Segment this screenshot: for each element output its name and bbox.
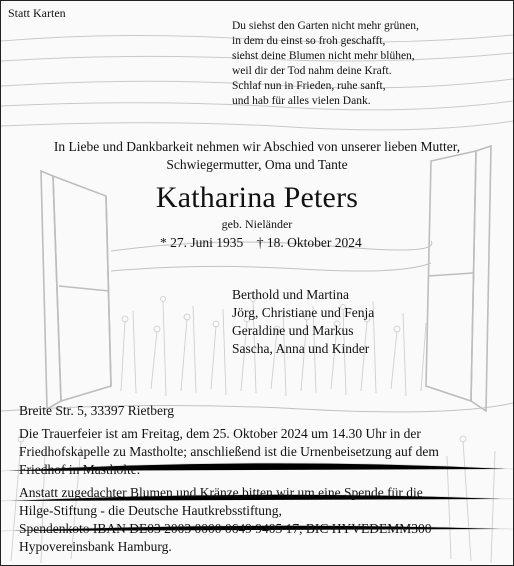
family-address: Breite Str. 5, 33397 Rietberg (19, 403, 174, 418)
donation-line: Anstatt zugedachter Blumen und Kränze bitten wir um eine Spende für die (19, 485, 423, 500)
poem-line: siehst deine Blumen nicht mehr blühen, (232, 50, 415, 62)
mourner-entry: Berthold und Martina (232, 287, 349, 302)
poem-line: weil dir der Tod nahm deine Kraft. (232, 65, 392, 77)
donation-line: Spendenkoto IBAN DE03 2003 0000 0649 9405 17, BIC HYVEDEMM300 (19, 521, 432, 536)
funeral-line: Friedhofskapelle zu Mastholte; anschließend ist die Urnenbeisetzung auf dem (19, 444, 439, 459)
mourner-entry: Sascha, Anna und Kinder (232, 341, 370, 356)
mourner-entry: Geraldine und Markus (232, 323, 354, 338)
poem-line: in dem du einst so froh geschafft, (232, 35, 386, 47)
intro-line-1: In Liebe und Dankbarkeit nehmen wir Abschied von unserer lieben Mutter, (53, 139, 461, 154)
poem-line: Du siehst den Garten nicht mehr grünen, (232, 20, 419, 32)
statt-karten-label: Statt Karten (8, 6, 66, 20)
mourner-entry: Jörg, Christiane und Fenja (232, 305, 375, 320)
intro-line-2: Schwiegermutter, Oma und Tante (166, 157, 348, 172)
donation-line: Hypovereinsbank Hamburg. (19, 539, 172, 554)
life-dates: * 27. Juni 1935 † 18. Oktober 2024 (160, 235, 362, 250)
deceased-name: Katharina Peters (155, 181, 359, 214)
poem-line: Schlaf nun in Frieden, ruhe sanft, (232, 80, 386, 92)
birth-name: geb. Nieländer (221, 217, 293, 231)
funeral-line: Friedhof in Mastholte. (19, 462, 141, 477)
poem-line: und hab für alles vielen Dank. (232, 95, 371, 107)
funeral-line: Die Trauerfeier ist am Freitag, dem 25. Oktober 2024 um 14.30 Uhr in der (19, 426, 421, 441)
donation-line: Hilge-Stiftung - die Deutsche Hautkrebsstiftung, (19, 503, 282, 518)
